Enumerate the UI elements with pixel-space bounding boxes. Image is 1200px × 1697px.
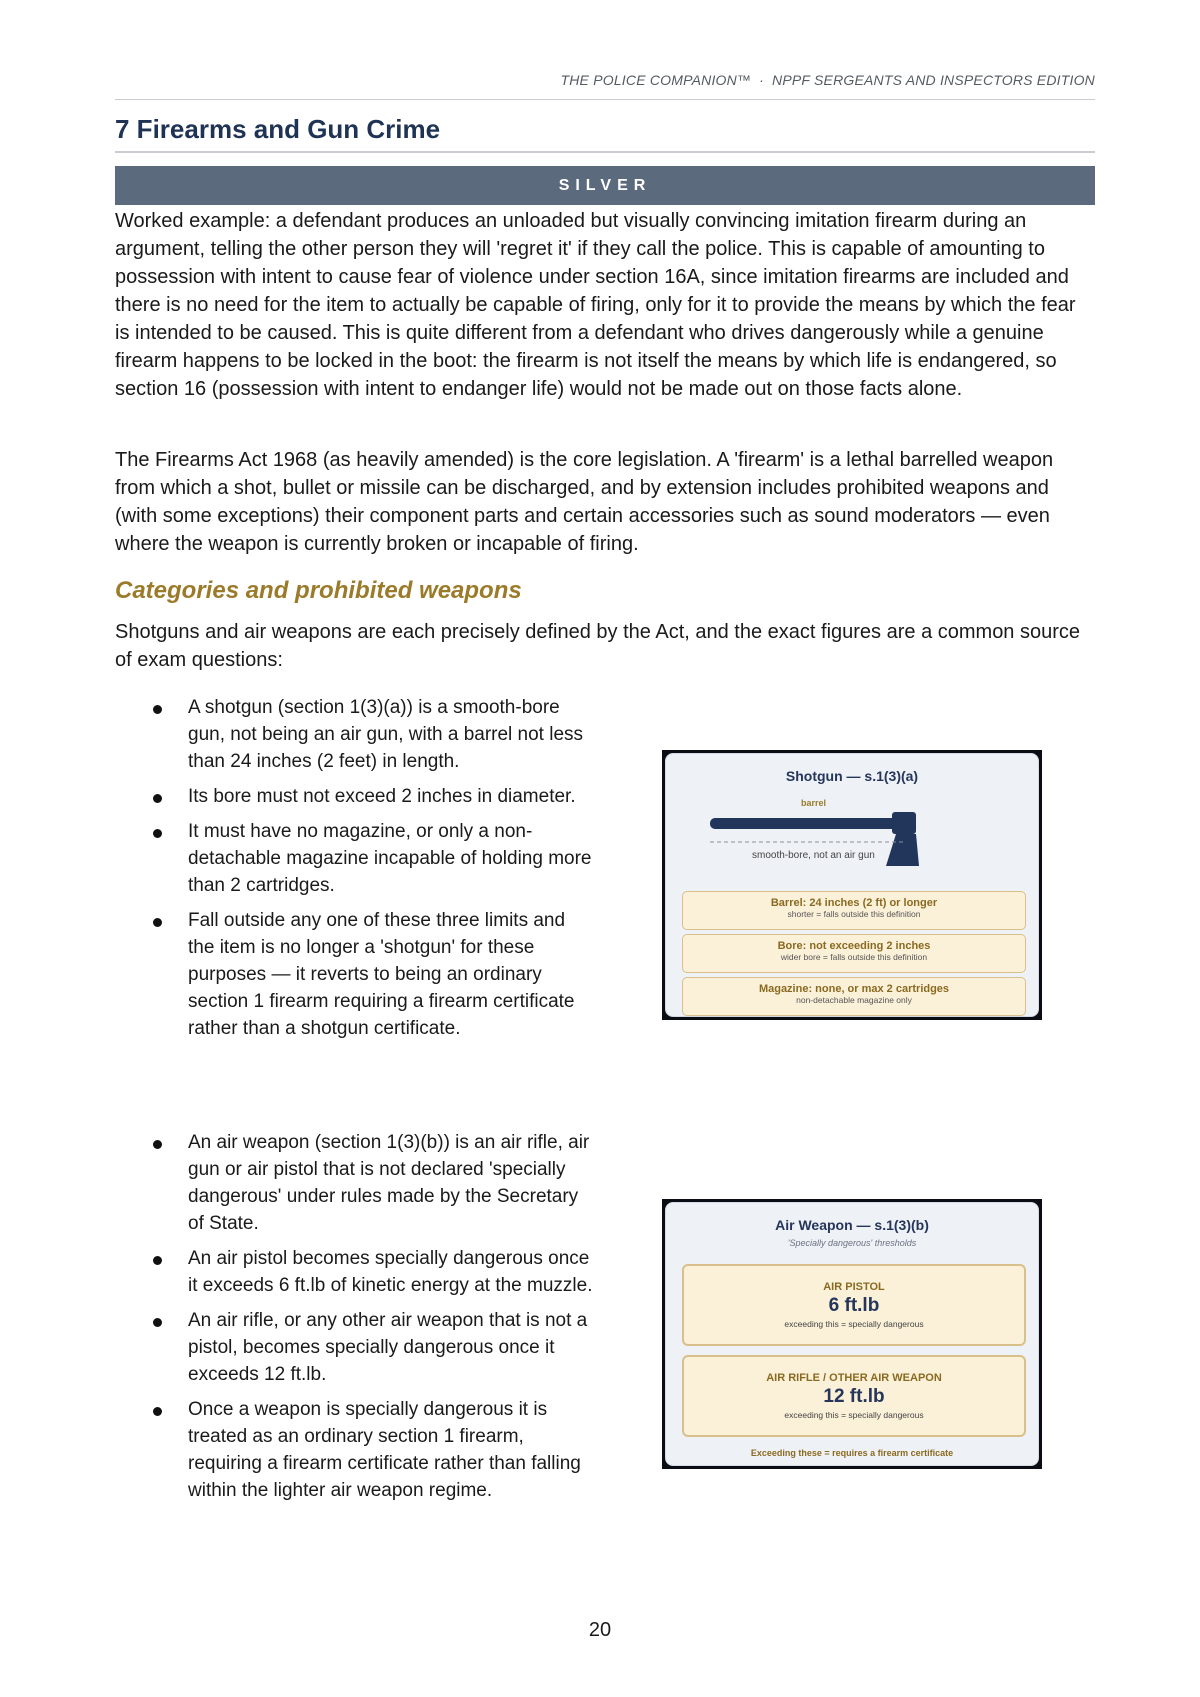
bullet-icon — [153, 1407, 162, 1416]
bullet-icon — [153, 829, 162, 838]
threshold-category: AIR PISTOL — [823, 1281, 885, 1293]
threshold-value: 12 ft.lb — [823, 1386, 885, 1407]
list-item-text: It must have no magazine, or only a non-detachable magazine incapable of holding more than 2 cartridges. — [188, 821, 592, 896]
list-item — [150, 1129, 595, 1237]
list-item — [150, 694, 595, 775]
bore-spec-box — [682, 934, 1026, 973]
worked-example-paragraph: Worked example: a defendant produces an unloaded but visually convincing imitation firearm during an argument, telling the other person they will 'regret it' if they call the police. This is capable of amounting to possession with intent to cause fear of violence under section 16A, since imitation firearms are included and there is no need for the item to actually be capable of firing, only for it to provide the means by which the fear is intended to be caused. This is quite different from a defendant who drives dangerously while a genuine firearm happens to be locked in the boot: the firearm is not itself the means by which life is endangered, so section 16 (possession with intent to endanger life) would not be made out on those facts alone. — [115, 210, 1076, 400]
level-band: SILVER — [115, 166, 1095, 205]
bullet-icon — [153, 1318, 162, 1327]
air-weapon-bullet-list — [150, 1129, 595, 1512]
list-item — [150, 783, 595, 810]
air-pistol-threshold-box — [682, 1264, 1026, 1346]
spec-note: shorter = falls outside this definition — [787, 909, 921, 919]
section-heading: Categories and prohibited weapons — [115, 577, 522, 604]
shotgun-figure — [662, 750, 1042, 1020]
magazine-spec-box — [682, 977, 1026, 1016]
page-number: 20 — [588, 1619, 612, 1641]
list-item — [150, 1245, 595, 1299]
barrel-spec-box — [682, 891, 1026, 930]
list-item — [150, 818, 595, 899]
list-item-text: Once a weapon is specially dangerous it is treated as an ordinary section 1 firearm, requiring a firearm certificate rather than falling within the lighter air weapon regime. — [188, 1399, 581, 1501]
header-separator: · — [759, 72, 765, 88]
bullet-icon — [153, 1256, 162, 1265]
bullet-icon — [153, 705, 162, 714]
header-rule — [115, 99, 1095, 100]
bullet-icon — [153, 794, 162, 803]
air-weapon-figure-subtitle: 'Specially dangerous' thresholds — [787, 1238, 917, 1248]
air-weapon-figure-panel — [665, 1202, 1039, 1466]
threshold-note: exceeding this = specially dangerous — [784, 1319, 924, 1329]
chapter-title: 7 Firearms and Gun Crime — [115, 114, 441, 144]
spec-note: non-detachable magazine only — [796, 995, 912, 1005]
spec-note: wider bore = falls outside this definition — [780, 952, 928, 962]
running-header — [115, 72, 1095, 88]
threshold-note: exceeding this = specially dangerous — [784, 1410, 924, 1420]
list-item — [150, 1396, 595, 1504]
list-item-text: Fall outside any one of these three limits and the item is no longer a 'shotgun' for these purposes — it reverts to being an ordinary section 1 firearm requiring a firearm certificate rather than a shotgun certificate. — [188, 910, 575, 1039]
spec-title: Barrel: 24 inches (2 ft) or longer — [770, 897, 938, 909]
air-weapon-figure-title: Air Weapon — s.1(3)(b) — [775, 1217, 929, 1233]
list-item-text: An air pistol becomes specially dangerous once it exceeds 6 ft.lb of kinetic energy at the muzzle. — [188, 1248, 593, 1296]
air-weapon-footer: Exceeding these = requires a firearm certificate — [750, 1448, 954, 1458]
bullet-icon — [153, 918, 162, 927]
list-item — [150, 1307, 595, 1388]
categories-intro-paragraph: Shotguns and air weapons are each precisely defined by the Act, and the exact figures are a common source of exam questions: — [115, 621, 1081, 671]
spec-title: Magazine: none, or max 2 cartridges — [758, 983, 950, 995]
header-publication: THE POLICE COMPANION™ — [560, 72, 752, 88]
bore-label: smooth-bore, not an air gun — [752, 850, 875, 861]
barrel-label: barrel — [801, 798, 827, 808]
shotgun-figure-panel — [665, 753, 1039, 1017]
list-item-text: An air rifle, or any other air weapon that is not a pistol, becomes specially dangerous once it exceeds 12 ft.lb. — [188, 1310, 588, 1385]
list-item-text: A shotgun (section 1(3)(a)) is a smooth-bore gun, not being an air gun, with a barrel not less than 24 inches (2 feet) in length. — [188, 697, 584, 772]
list-item-text: Its bore must not exceed 2 inches in diameter. — [188, 786, 576, 807]
air-weapon-figure — [662, 1199, 1042, 1469]
list-item — [150, 907, 595, 1042]
air-rifle-threshold-box — [682, 1355, 1026, 1437]
bullet-icon — [153, 1140, 162, 1149]
shotgun-bullet-list — [150, 694, 595, 1050]
spec-title: Bore: not exceeding 2 inches — [777, 940, 931, 952]
shotgun-figure-title: Shotgun — s.1(3)(a) — [785, 768, 919, 784]
header-edition: NPPF SERGEANTS AND INSPECTORS EDITION — [772, 72, 1095, 88]
list-item-text: An air weapon (section 1(3)(b)) is an air rifle, air gun or air pistol that is not declared 'specially dangerous' under rules made by the Secretary of State. — [188, 1132, 590, 1234]
threshold-value: 6 ft.lb — [828, 1295, 880, 1316]
threshold-category: AIR RIFLE / OTHER AIR WEAPON — [766, 1372, 942, 1384]
chapter-rule — [115, 151, 1095, 153]
act-definition-paragraph: The Firearms Act 1968 (as heavily amended) is the core legislation. A 'firearm' is a lethal barrelled weapon from which a shot, bullet or missile can be discharged, and by extension includes prohibited weapons and (with some exceptions) their component parts and certain accessories such as sound moderators — even where the weapon is currently broken or incapable of firing. — [115, 449, 1054, 555]
